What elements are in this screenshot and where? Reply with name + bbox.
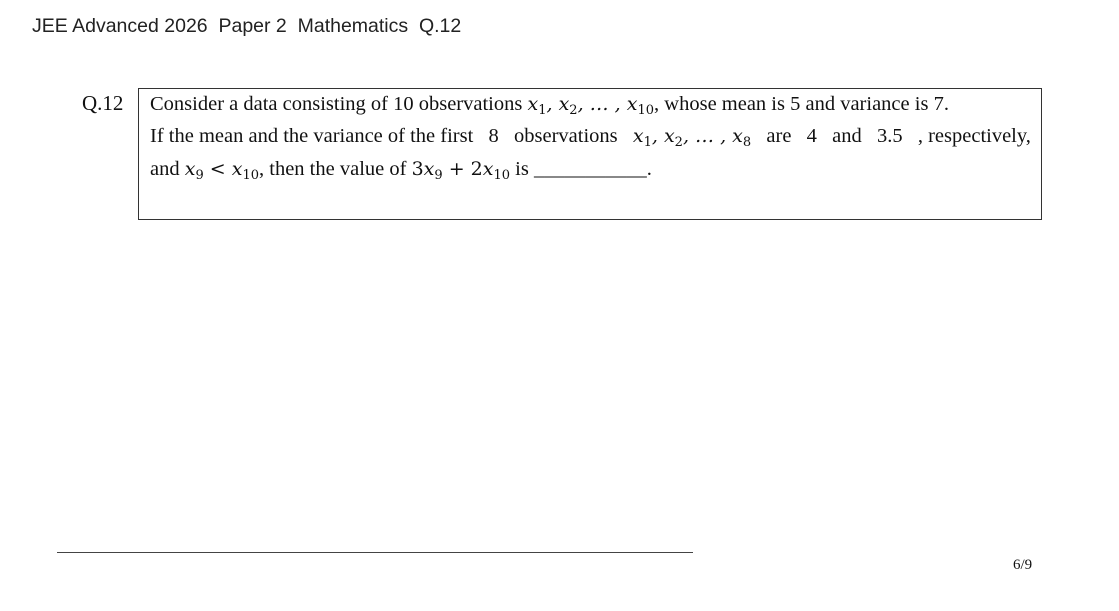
line3-text-1: and xyxy=(150,158,185,180)
line1-text-4: . xyxy=(943,93,949,115)
line2-text-1: If the mean and the variance of the first xyxy=(150,125,474,147)
page-number: 6/9 xyxy=(1013,557,1033,573)
first-mean-value: 4 xyxy=(806,125,817,147)
line2-text-4: and xyxy=(832,125,862,147)
footer-rule xyxy=(57,552,693,553)
math-x9-less-than-x10: $x_9 < x_{10}$ xyxy=(184,158,260,183)
total-mean-value: 5 xyxy=(790,93,801,115)
line3-text-4: . xyxy=(646,158,652,180)
line3-text-2: , then the value of xyxy=(259,158,412,180)
question-number: Q.12 xyxy=(82,91,124,115)
first-variance-value: 3.5 xyxy=(876,125,903,147)
question-line-3 xyxy=(150,158,652,181)
line3-text-3: is xyxy=(510,158,534,180)
line1-text-1: Consider a data consisting of 10 observations xyxy=(150,93,528,115)
question-box xyxy=(138,88,1042,220)
line1-text-3: and variance is xyxy=(800,93,934,115)
math-expression: $3x_9 + 2x_{10}$ xyxy=(411,158,511,183)
total-variance-value: 7 xyxy=(933,93,944,115)
document-header: JEE Advanced 2026 Paper 2 Mathematics Q.12 xyxy=(32,15,462,37)
first-count-value: 8 xyxy=(488,125,499,147)
question-line-1 xyxy=(150,93,949,116)
line1-text-2: , whose mean is xyxy=(654,93,791,115)
math-x1-to-x10: $x_1$, $x_2$, … , $x_{10}$ xyxy=(527,93,655,118)
line2-text-3: are xyxy=(766,125,792,147)
line2-text-2: observations xyxy=(514,125,618,147)
question-line-2 xyxy=(150,125,1031,148)
math-x1-to-x8: $x_1$, $x_2$, … , $x_8$ xyxy=(632,125,752,150)
line2-text-5: , respectively, xyxy=(917,125,1031,147)
answer-blank: ___________ xyxy=(533,158,647,180)
